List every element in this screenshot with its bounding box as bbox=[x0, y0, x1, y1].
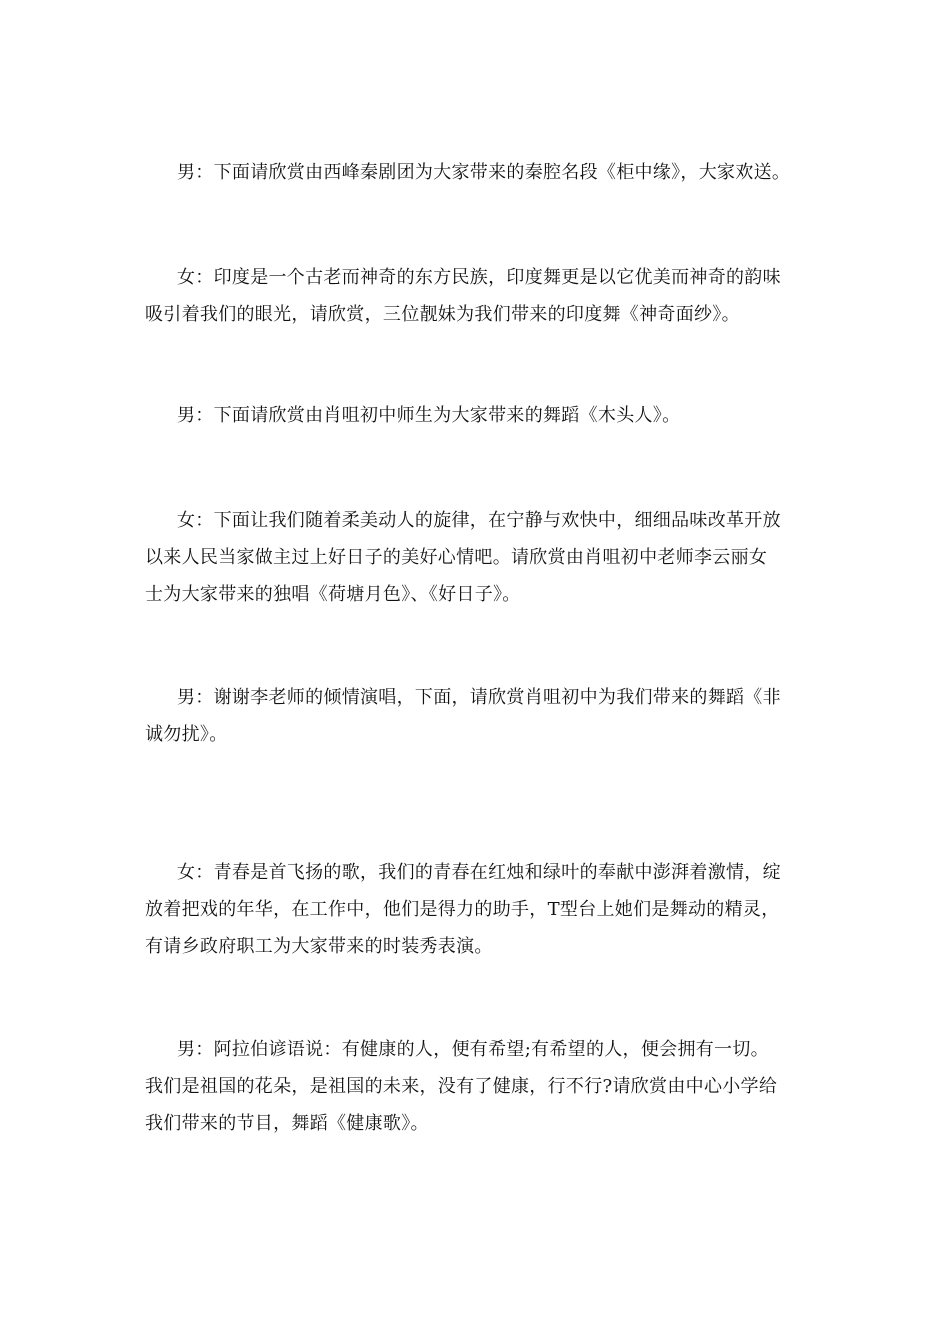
paragraph-line: 放着把戏的年华，在工作中，他们是得力的助手，T型台上她们是舞动的精灵， bbox=[145, 899, 780, 920]
script-paragraph-6 bbox=[145, 854, 825, 965]
paragraph-line: 以来人民当家做主过上好日子的美好心情吧。请欣赏由肖咀初中老师李云丽女 bbox=[145, 547, 768, 568]
paragraph-line: 女：下面让我们随着柔美动人的旋律，在宁静与欢快中，细细品味改革开放 bbox=[177, 510, 781, 531]
script-paragraph-7 bbox=[145, 1031, 825, 1142]
paragraph-line: 诚勿扰》。 bbox=[145, 724, 228, 745]
paragraph-line: 男：下面请欣赏由肖咀初中师生为大家带来的舞蹈《木头人》。 bbox=[177, 405, 681, 426]
paragraph-line: 女：青春是首飞扬的歌，我们的青春在红烛和绿叶的奉献中澎湃着激情，绽 bbox=[177, 862, 781, 883]
script-paragraph-3 bbox=[145, 397, 825, 434]
paragraph-line: 有请乡政府职工为大家带来的时装秀表演。 bbox=[145, 936, 493, 957]
paragraph-line: 男：下面请欣赏由西峰秦剧团为大家带来的秦腔名段《柜中缘》，大家欢送。 bbox=[177, 162, 791, 183]
paragraph-line: 女：印度是一个古老而神奇的东方民族，印度舞更是以它优美而神奇的韵味 bbox=[177, 267, 781, 288]
script-paragraph-5 bbox=[145, 679, 825, 753]
paragraph-line: 男：谢谢李老师的倾情演唱，下面，请欣赏肖咀初中为我们带来的舞蹈《非 bbox=[177, 687, 781, 708]
paragraph-line: 男：阿拉伯谚语说：有健康的人，便有希望;有希望的人，便会拥有一切。 bbox=[177, 1039, 769, 1060]
paragraph-line: 士为大家带来的独唱《荷塘月色》、《好日子》。 bbox=[145, 584, 521, 605]
script-paragraph-4 bbox=[145, 502, 825, 613]
script-paragraph-1 bbox=[145, 154, 825, 191]
script-paragraph-2 bbox=[145, 259, 825, 333]
paragraph-line: 我们是祖国的花朵，是祖国的未来，没有了健康，行不行?请欣赏由中心小学给 bbox=[145, 1076, 778, 1097]
paragraph-line: 吸引着我们的眼光，请欣赏，三位靓妹为我们带来的印度舞《神奇面纱》。 bbox=[145, 304, 740, 325]
paragraph-line: 我们带来的节目，舞蹈《健康歌》。 bbox=[145, 1113, 429, 1134]
